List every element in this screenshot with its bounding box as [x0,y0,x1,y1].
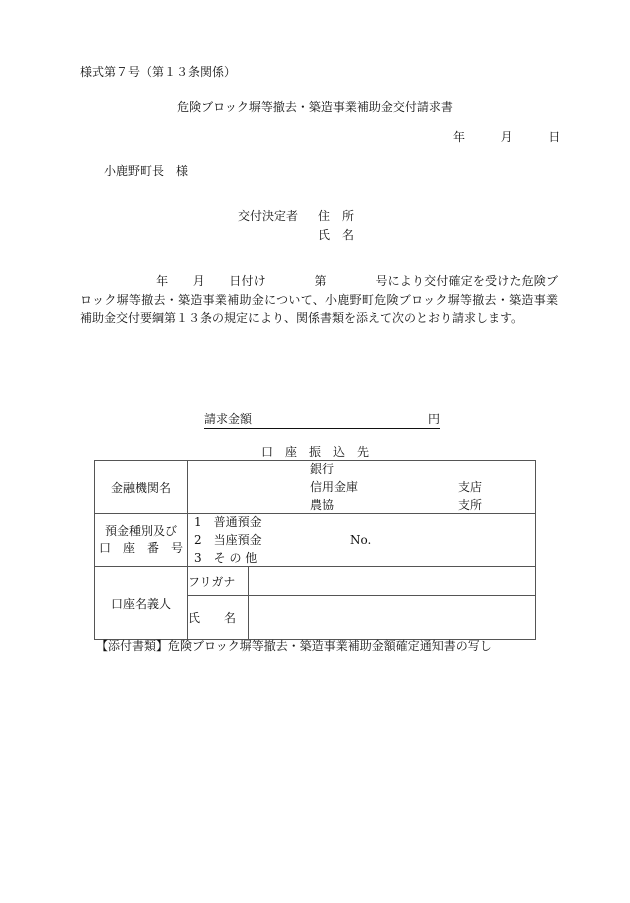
bank-account-table [94,460,536,640]
name-label: 氏 名 [318,228,355,242]
account-type-label-1: 預金種別及び [104,524,177,538]
attachment-note: 【添付書類】危険ブロック塀等撤去・築造事業補助金額確定通知書の写し [96,639,492,653]
document-title: 危険ブロック塀等撤去・築造事業補助金交付請求書 [177,100,453,114]
institution-label: 金融機関名 [110,480,171,495]
account-type-label-2: 口 座 番 号 [98,541,183,555]
addressee: 小鹿野町長 様 [104,164,189,178]
institution-cell[interactable] [188,461,536,514]
institution-label-cell [95,461,188,514]
address-label: 住 所 [318,209,355,223]
date-line [453,129,560,145]
transfer-heading: 口 座 振 込 先 [260,445,369,459]
amount-line [204,411,440,429]
branch-shiten: 支店 [458,480,483,494]
shimei-field[interactable] [249,596,536,640]
inst-nokyo: 農協 [310,498,335,512]
holder-label-cell [95,567,188,640]
amount-label: 請求金額 [204,412,253,426]
account-type-label-cell [95,514,188,567]
account-type-toza: 2 当座預金 [194,533,262,547]
account-number-label: No. [350,533,372,547]
shimei-label: 氏 名 [188,596,249,640]
inst-shinkin: 信用金庫 [310,480,359,494]
date-day: 日 [548,130,561,144]
account-type-futsu: 1 普通預金 [194,515,262,529]
branch-shisho: 支所 [458,498,483,512]
applicant-label: 交付決定者 [238,209,299,223]
date-month: 月 [500,130,513,144]
request-body-text: 年 月 日付け 第 号により交付確定を受けた危険ブロック塀等撤去・築造事業補助金について、小鹿野町危険ブロック塀等撤去・築造事業補助金交付要綱第１３条の規定により、関係書類を添えて次のとおり請求します。 [80,274,558,325]
furigana-field[interactable] [249,567,536,596]
inst-bank: 銀行 [310,462,335,476]
amount-unit: 円 [427,412,440,426]
account-type-cell[interactable] [188,514,536,567]
date-year: 年 [453,130,466,144]
holder-label: 口座名義人 [110,596,171,611]
furigana-label: フリガナ [188,567,249,596]
request-body [80,272,558,328]
account-type-other: 3 そ の 他 [194,551,258,565]
form-number: 様式第７号（第１３条関係） [80,65,237,79]
